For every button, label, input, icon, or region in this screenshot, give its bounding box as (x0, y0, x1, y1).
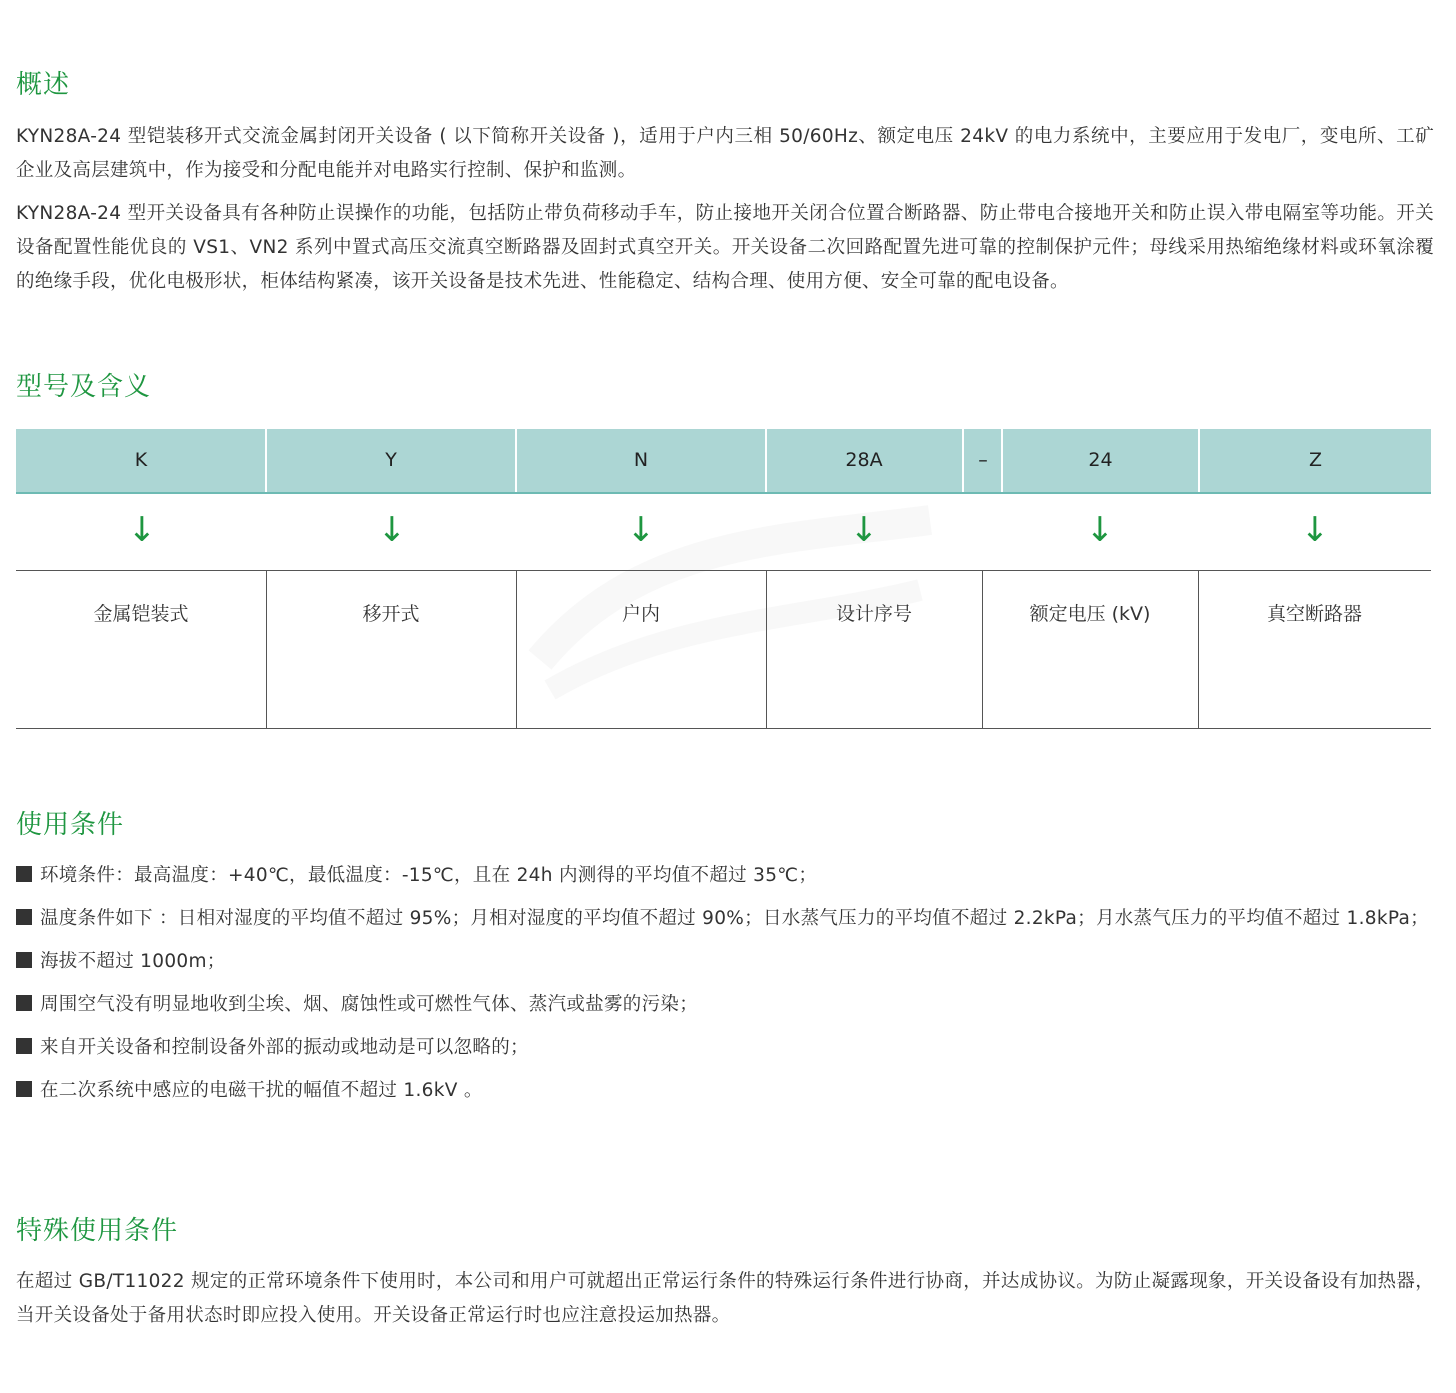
code-24: 24 (1088, 449, 1113, 471)
code-z: Z (1308, 449, 1323, 471)
down-arrow-icon: ↓ (377, 510, 407, 550)
down-arrow-icon: ↓ (127, 510, 157, 550)
meaning-metal-clad: 金属铠装式 (93, 603, 189, 625)
square-bullet-icon (16, 995, 32, 1011)
model-code-band (16, 429, 1431, 494)
code-n: N (633, 449, 649, 471)
square-bullet-icon (16, 1038, 32, 1054)
code-28a: 28A (845, 449, 883, 471)
down-arrow-icon: ↓ (1300, 510, 1330, 550)
overview-paragraph-1: KYN28A-24 型铠装移开式交流金属封闭开关设备 ( 以下简称开关设备 )，适用于户内三相 50/60Hz、额定电压 24kV 的电力系统中，主要应用于发电厂，变电所、工矿企业及高层建筑中，作为接受和分配电能并对电路实行控制、保护和监测。 (16, 126, 1434, 181)
model-heading: 型号及含义 (16, 372, 152, 402)
meaning-indoor: 户内 (621, 603, 660, 625)
overview-paragraph-2: KYN28A-24 型开关设备具有各种防止误操作的功能，包括防止带负荷移动手车，防止接地开关闭合位置合断路器、防止带电合接地开关和防止误入带电隔室等功能。开关设备配置性能优良的 VS1、VN2 系列中置式高压交流真空断路器及固封式真空开关。开关设备二次回路配置先进可靠的控制保护元件；母线采用热缩绝缘材料或环氧涂覆的绝缘手段，优化电极形状，柜体结构紧凑，该开关设备是技术先进、性能稳定、结构合理、使用方便、安全可靠的配电设备。 (16, 203, 1435, 292)
overview-heading: 概述 (16, 70, 71, 100)
special-conditions-heading: 特殊使用条件 (16, 1216, 179, 1246)
list-item: 来自开关设备和控制设备外部的振动或地动是可以忽略的； (16, 1031, 1434, 1064)
meaning-withdrawable: 移开式 (362, 603, 420, 625)
meaning-design-serial: 设计序号 (835, 603, 912, 625)
list-item: 温度条件如下 ：日相对湿度的平均值不超过 95%；月相对湿度的平均值不超过 90%；日水蒸气压力的平均值不超过 2.2kPa；月水蒸气压力的平均值不超过 1.8kPa； (16, 902, 1434, 935)
list-item: 在二次系统中感应的电磁干扰的幅值不超过 1.6kV 。 (16, 1074, 1434, 1107)
down-arrow-icon: ↓ (849, 510, 879, 550)
conditions-list (16, 859, 1434, 1117)
down-arrow-icon: ↓ (1085, 510, 1115, 550)
code-dash: – (978, 449, 988, 471)
square-bullet-icon (16, 952, 32, 968)
square-bullet-icon (16, 866, 32, 882)
conditions-heading: 使用条件 (16, 810, 125, 840)
code-y: Y (385, 449, 397, 471)
square-bullet-icon (16, 1081, 32, 1097)
special-conditions-paragraph: 在超过 GB/T11022 规定的正常环境条件下使用时，本公司和用户可就超出正常运行条件的特殊运行条件进行协商，并达成协议。为防止凝露现象，开关设备设有加热器，当开关设备处于备用状态时即应投入使用。开关设备正常运行时也应注意投运加热器。 (16, 1271, 1434, 1326)
square-bullet-icon (16, 909, 32, 925)
meaning-rated-voltage: 额定电压 (kV) (1029, 603, 1151, 625)
down-arrow-icon: ↓ (626, 510, 656, 550)
list-item: 周围空气没有明显地收到尘埃、烟、腐蚀性或可燃性气体、蒸汽或盐雾的污染； (16, 988, 1434, 1021)
list-item: 环境条件：最高温度：+40℃，最低温度：-15℃，且在 24h 内测得的平均值不超过 35℃； (16, 859, 1434, 892)
model-meaning-row (16, 570, 1431, 729)
meaning-vacuum-breaker: 真空断路器 (1266, 603, 1362, 625)
list-item: 海拔不超过 1000m； (16, 945, 1434, 978)
code-k: K (134, 449, 148, 471)
